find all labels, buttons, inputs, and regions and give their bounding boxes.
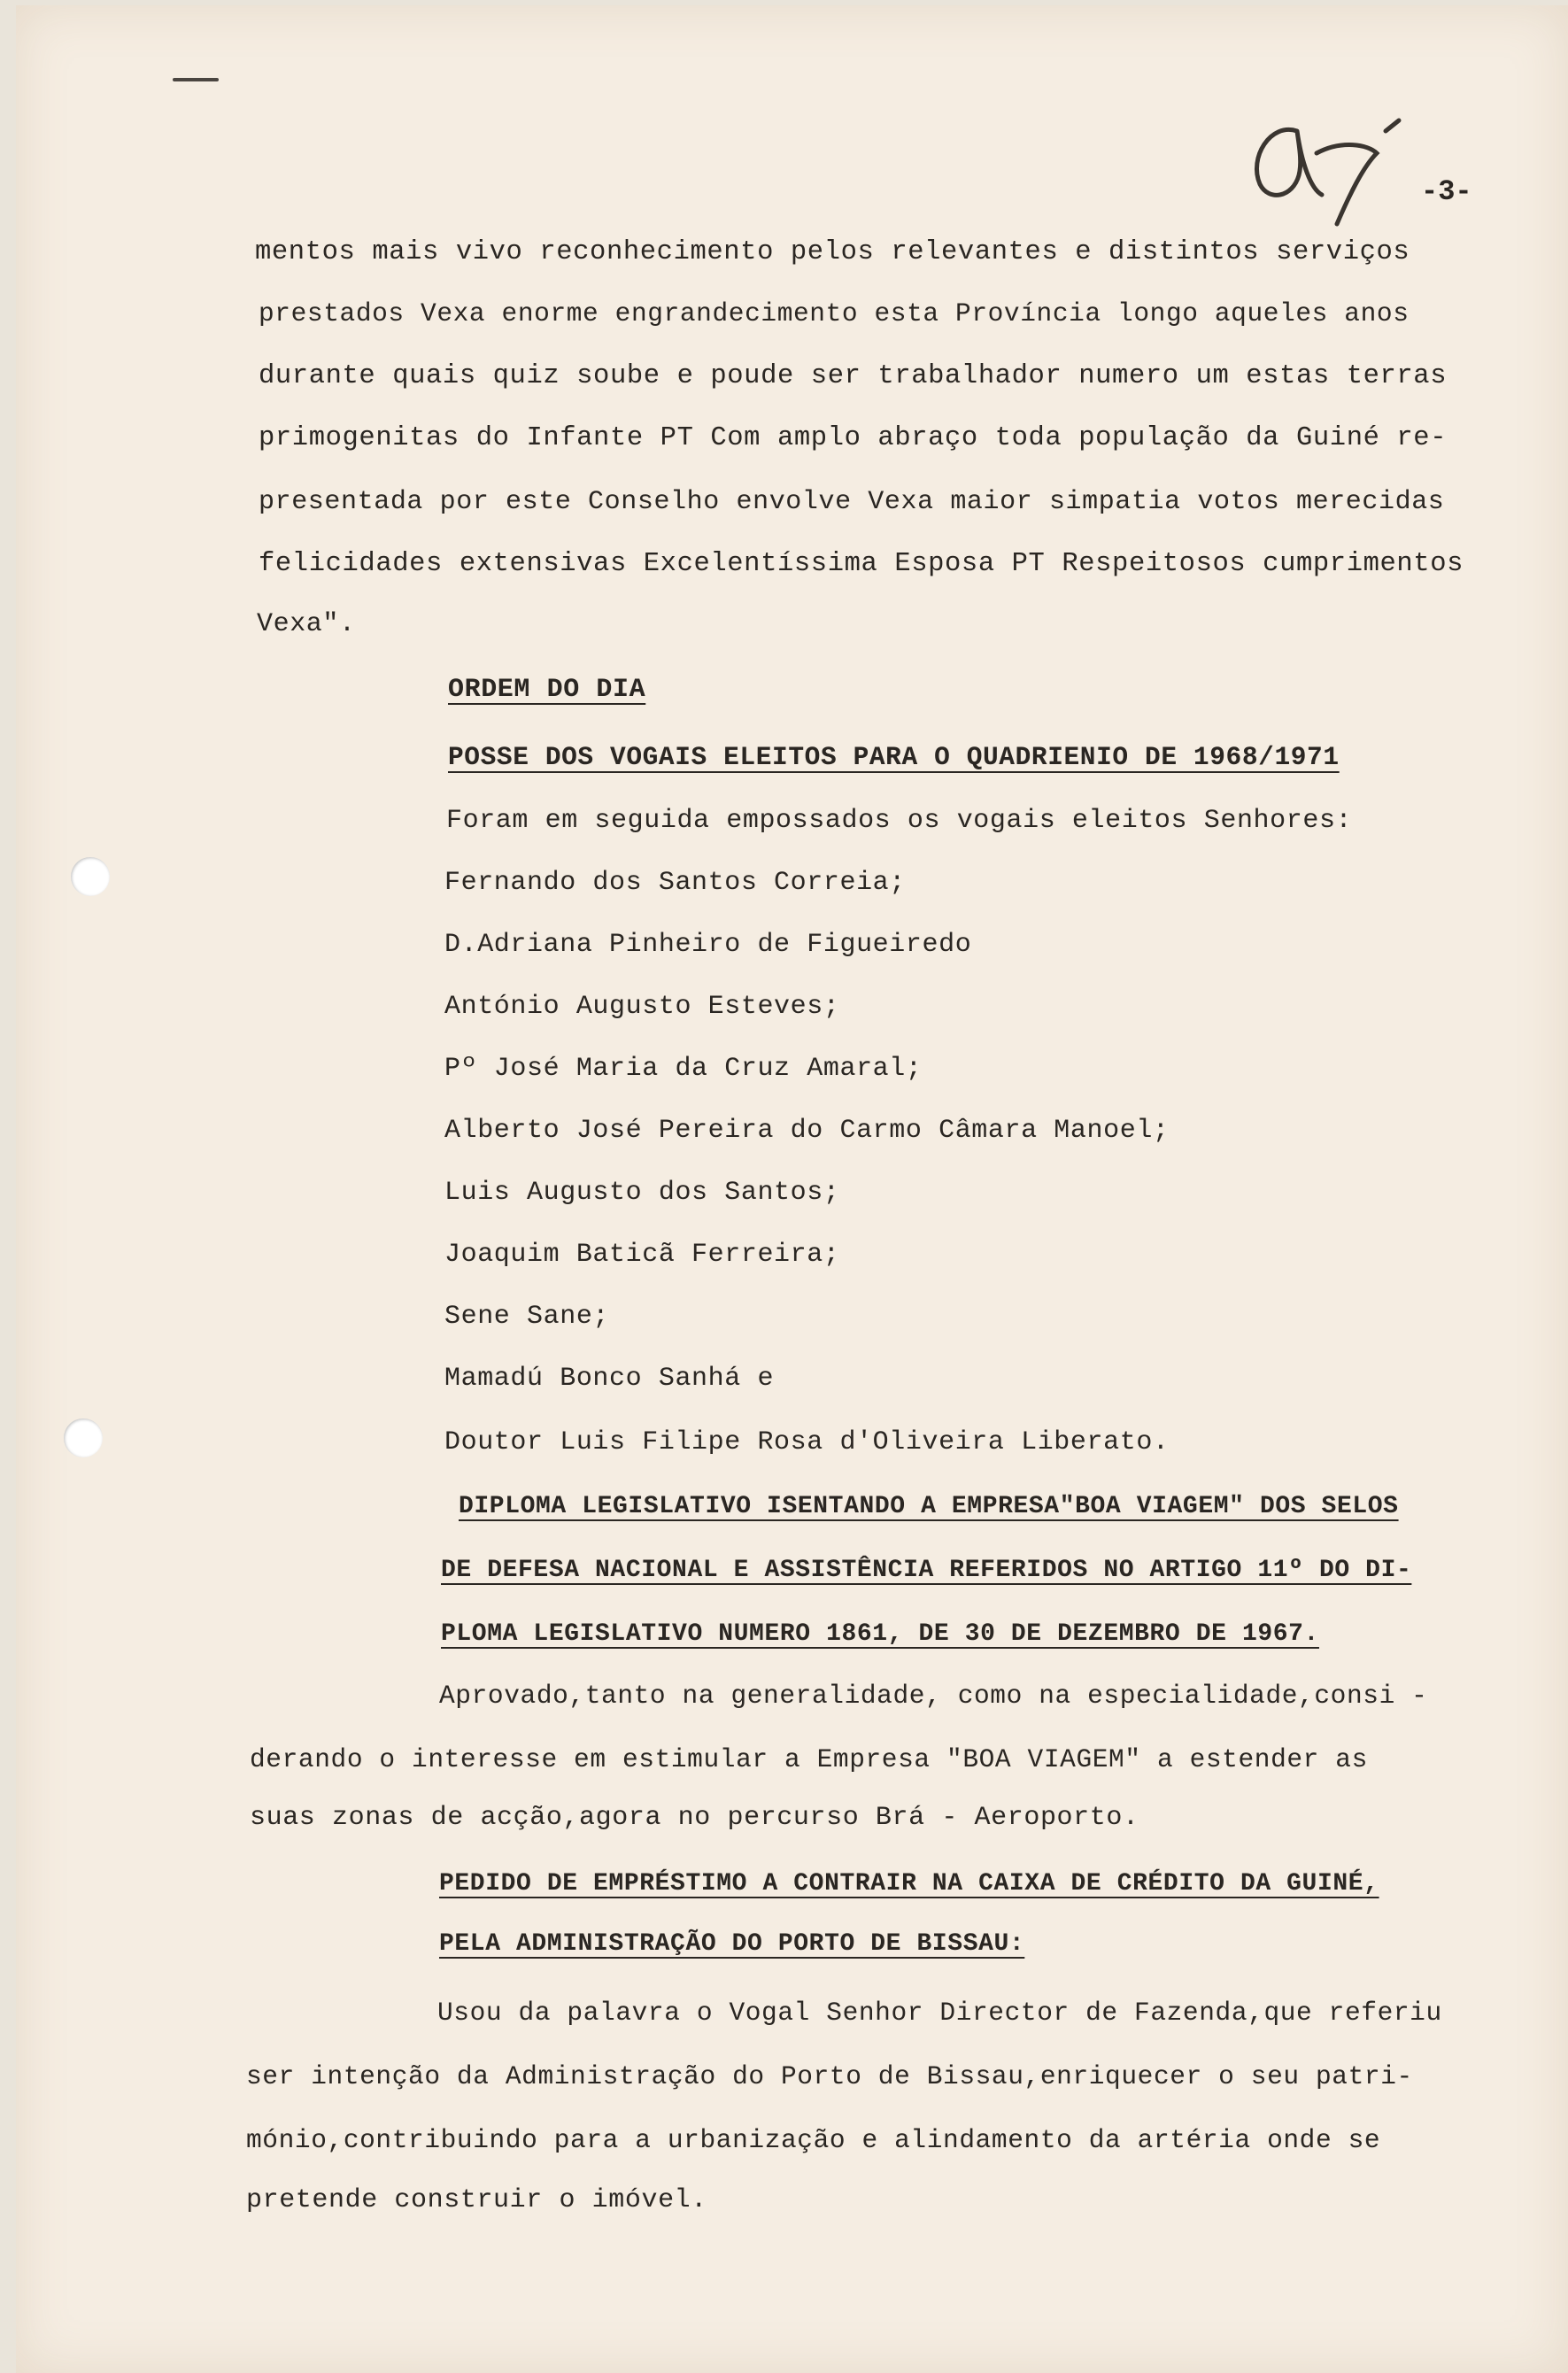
intro-line: Foram em seguida empossados os vogais eleitos Senhores: <box>446 806 1353 836</box>
member-name: Joaquim Baticã Ferreira; <box>444 1240 840 1270</box>
member-name: D.Adriana Pinheiro de Figueiredo <box>444 930 972 960</box>
section-heading: ORDEM DO DIA <box>448 675 646 705</box>
diploma-body: Aprovado,tanto na generalidade, como na especialidade,consi - <box>439 1681 1428 1711</box>
diploma-heading: DE DEFESA NACIONAL E ASSISTÊNCIA REFERIDOS NO ARTIGO 11º DO DI- <box>441 1557 1412 1584</box>
diploma-body: suas zonas de acção,agora no percurso Brá - Aeroporto. <box>250 1803 1139 1833</box>
pedido-body: pretende construir o imóvel. <box>246 2185 707 2215</box>
opening-line: felicidades extensivas Excelentíssima Esposa PT Respeitosos cumprimentos <box>259 549 1464 579</box>
pedido-body: Usou da palavra o Vogal Senhor Director de Fazenda,que referiu <box>437 1998 1442 2028</box>
section-subheading: POSSE DOS VOGAIS ELEITOS PARA O QUADRIENIO DE 1968/1971 <box>448 742 1340 772</box>
member-name: Alberto José Pereira do Carmo Câmara Manoel; <box>444 1116 1170 1146</box>
diploma-body: derando o interesse em estimular a Empresa "BOA VIAGEM" a estender as <box>250 1744 1368 1774</box>
member-name: Mamadú Bonco Sanhá e <box>444 1364 775 1394</box>
pedido-heading: PELA ADMINISTRAÇÃO DO PORTO DE BISSAU: <box>439 1930 1025 1958</box>
pedido-body: mónio,contribuindo para a urbanização e alindamento da artéria onde se <box>246 2125 1381 2155</box>
punch-hole-bottom <box>64 1418 103 1457</box>
pen-mark <box>173 78 219 81</box>
member-name: Sene Sane; <box>444 1302 610 1332</box>
member-name: Fernando dos Santos Correia; <box>444 868 906 898</box>
member-name: Doutor Luis Filipe Rosa d'Oliveira Liberato. <box>444 1427 1170 1457</box>
member-name: Luis Augusto dos Santos; <box>444 1178 840 1208</box>
opening-line: presentada por este Conselho envolve Vexa maior simpatia votos merecidas <box>259 487 1445 517</box>
punch-hole-top <box>71 857 110 896</box>
member-name: Pº José Maria da Cruz Amaral; <box>444 1054 923 1084</box>
opening-line: mentos mais vivo reconhecimento pelos relevantes e distintos serviços <box>255 237 1410 267</box>
page-number: -3- <box>1421 175 1472 208</box>
opening-line: prestados Vexa enorme engrandecimento esta Província longo aqueles anos <box>259 298 1410 329</box>
diploma-heading: DIPLOMA LEGISLATIVO ISENTANDO A EMPRESA"BOA VIAGEM" DOS SELOS <box>459 1493 1399 1520</box>
diploma-heading: PLOMA LEGISLATIVO NUMERO 1861, DE 30 DE DEZEMBRO DE 1967. <box>441 1620 1319 1648</box>
opening-line: Vexa". <box>257 609 356 639</box>
pedido-heading: PEDIDO DE EMPRÉSTIMO A CONTRAIR NA CAIXA DE CRÉDITO DA GUINÉ, <box>439 1870 1379 1898</box>
member-name: António Augusto Esteves; <box>444 992 840 1022</box>
handwritten-initials <box>1244 113 1412 237</box>
pedido-body: ser intenção da Administração do Porto de Bissau,enriquecer o seu patri- <box>246 2061 1413 2091</box>
opening-line: primogenitas do Infante PT Com amplo abraço toda população da Guiné re- <box>259 423 1448 453</box>
opening-line: durante quais quiz soube e poude ser trabalhador numero um estas terras <box>259 361 1448 391</box>
